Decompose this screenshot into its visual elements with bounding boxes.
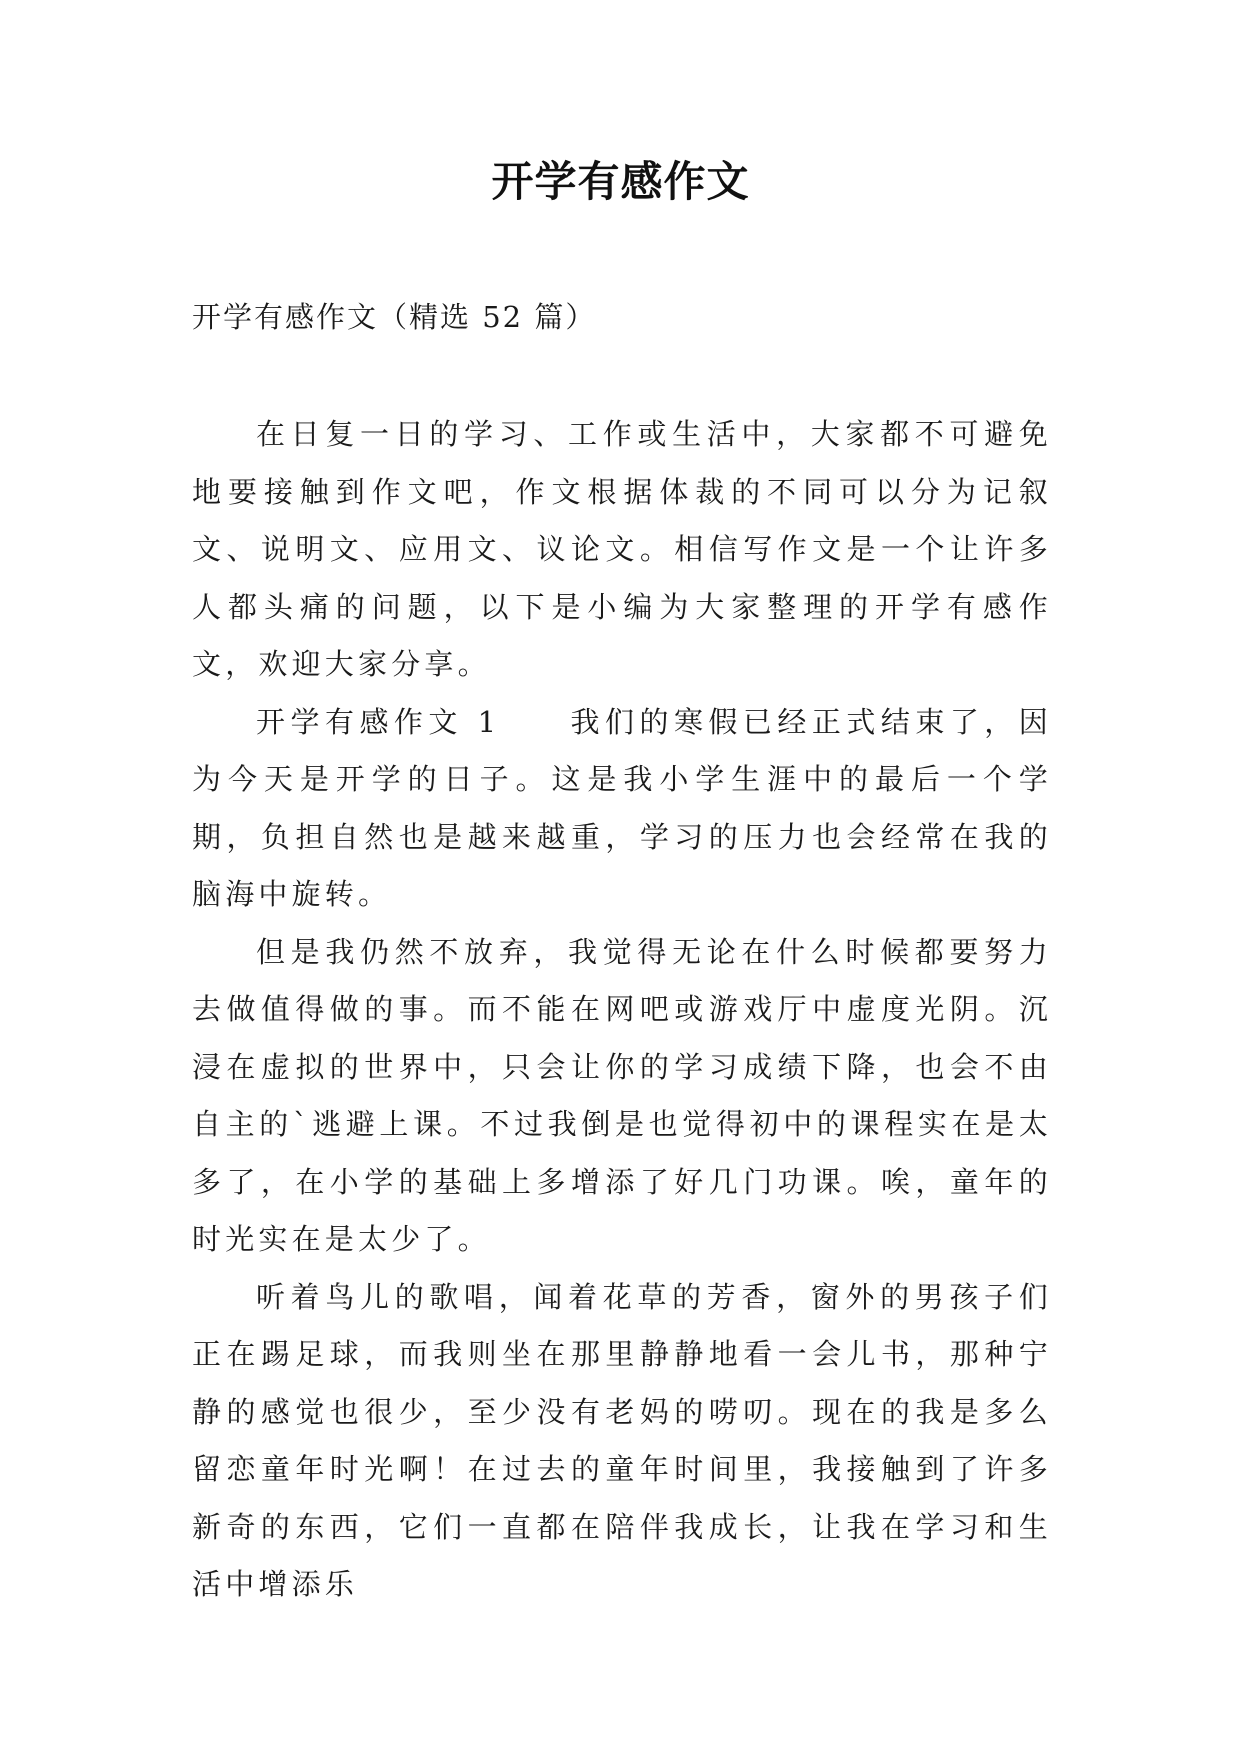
paragraph-essay-1-part-2: 但是我仍然不放弃，我觉得无论在什么时候都要努力去做值得做的事。而不能在网吧或游戏厅中虚度光阴。沉浸在虚拟的世界中，只会让你的学习成绩下降，也会不由自主的`逃避上课。不过我倒是也觉得初中的课程实在是太多了，在小学的基础上多增添了好几门功课。唉，童年的时光实在是太少了。 <box>192 934 1052 1256</box>
paragraph-essay-1-part-3: 听着鸟儿的歌唱，闻着花草的芳香，窗外的男孩子们正在踢足球，而我则坐在那里静静地看一会儿书，那种宁静的感觉也很少，至少没有老妈的唠叨。现在的我是多么留恋童年时光啊！在过去的童年时间里，我接触到了许多新奇的东西，它们一直都在陪伴我成长，让我在学习和生活中增添乐 <box>192 1279 1052 1601</box>
document-subtitle: 开学有感作文（精选 52 篇） <box>192 300 597 334</box>
paragraph-essay-1-opening: 开学有感作文 1 我们的寒假已经正式结束了，因为今天是开学的日子。这是我小学生涯中的最后一个学期，负担自然也是越来越重，学习的压力也会经常在我的脑海中旋转。 <box>192 704 1052 911</box>
paragraph-intro: 在日复一日的学习、工作或生活中，大家都不可避免地要接触到作文吧，作文根据体裁的不同可以分为记叙文、说明文、应用文、议论文。相信写作文是一个让许多人都头痛的问题，以下是小编为大家整理的开学有感作文，欢迎大家分享。 <box>192 417 1052 681</box>
document-body <box>192 406 1052 1614</box>
document-title: 开学有感作文 <box>491 157 750 206</box>
